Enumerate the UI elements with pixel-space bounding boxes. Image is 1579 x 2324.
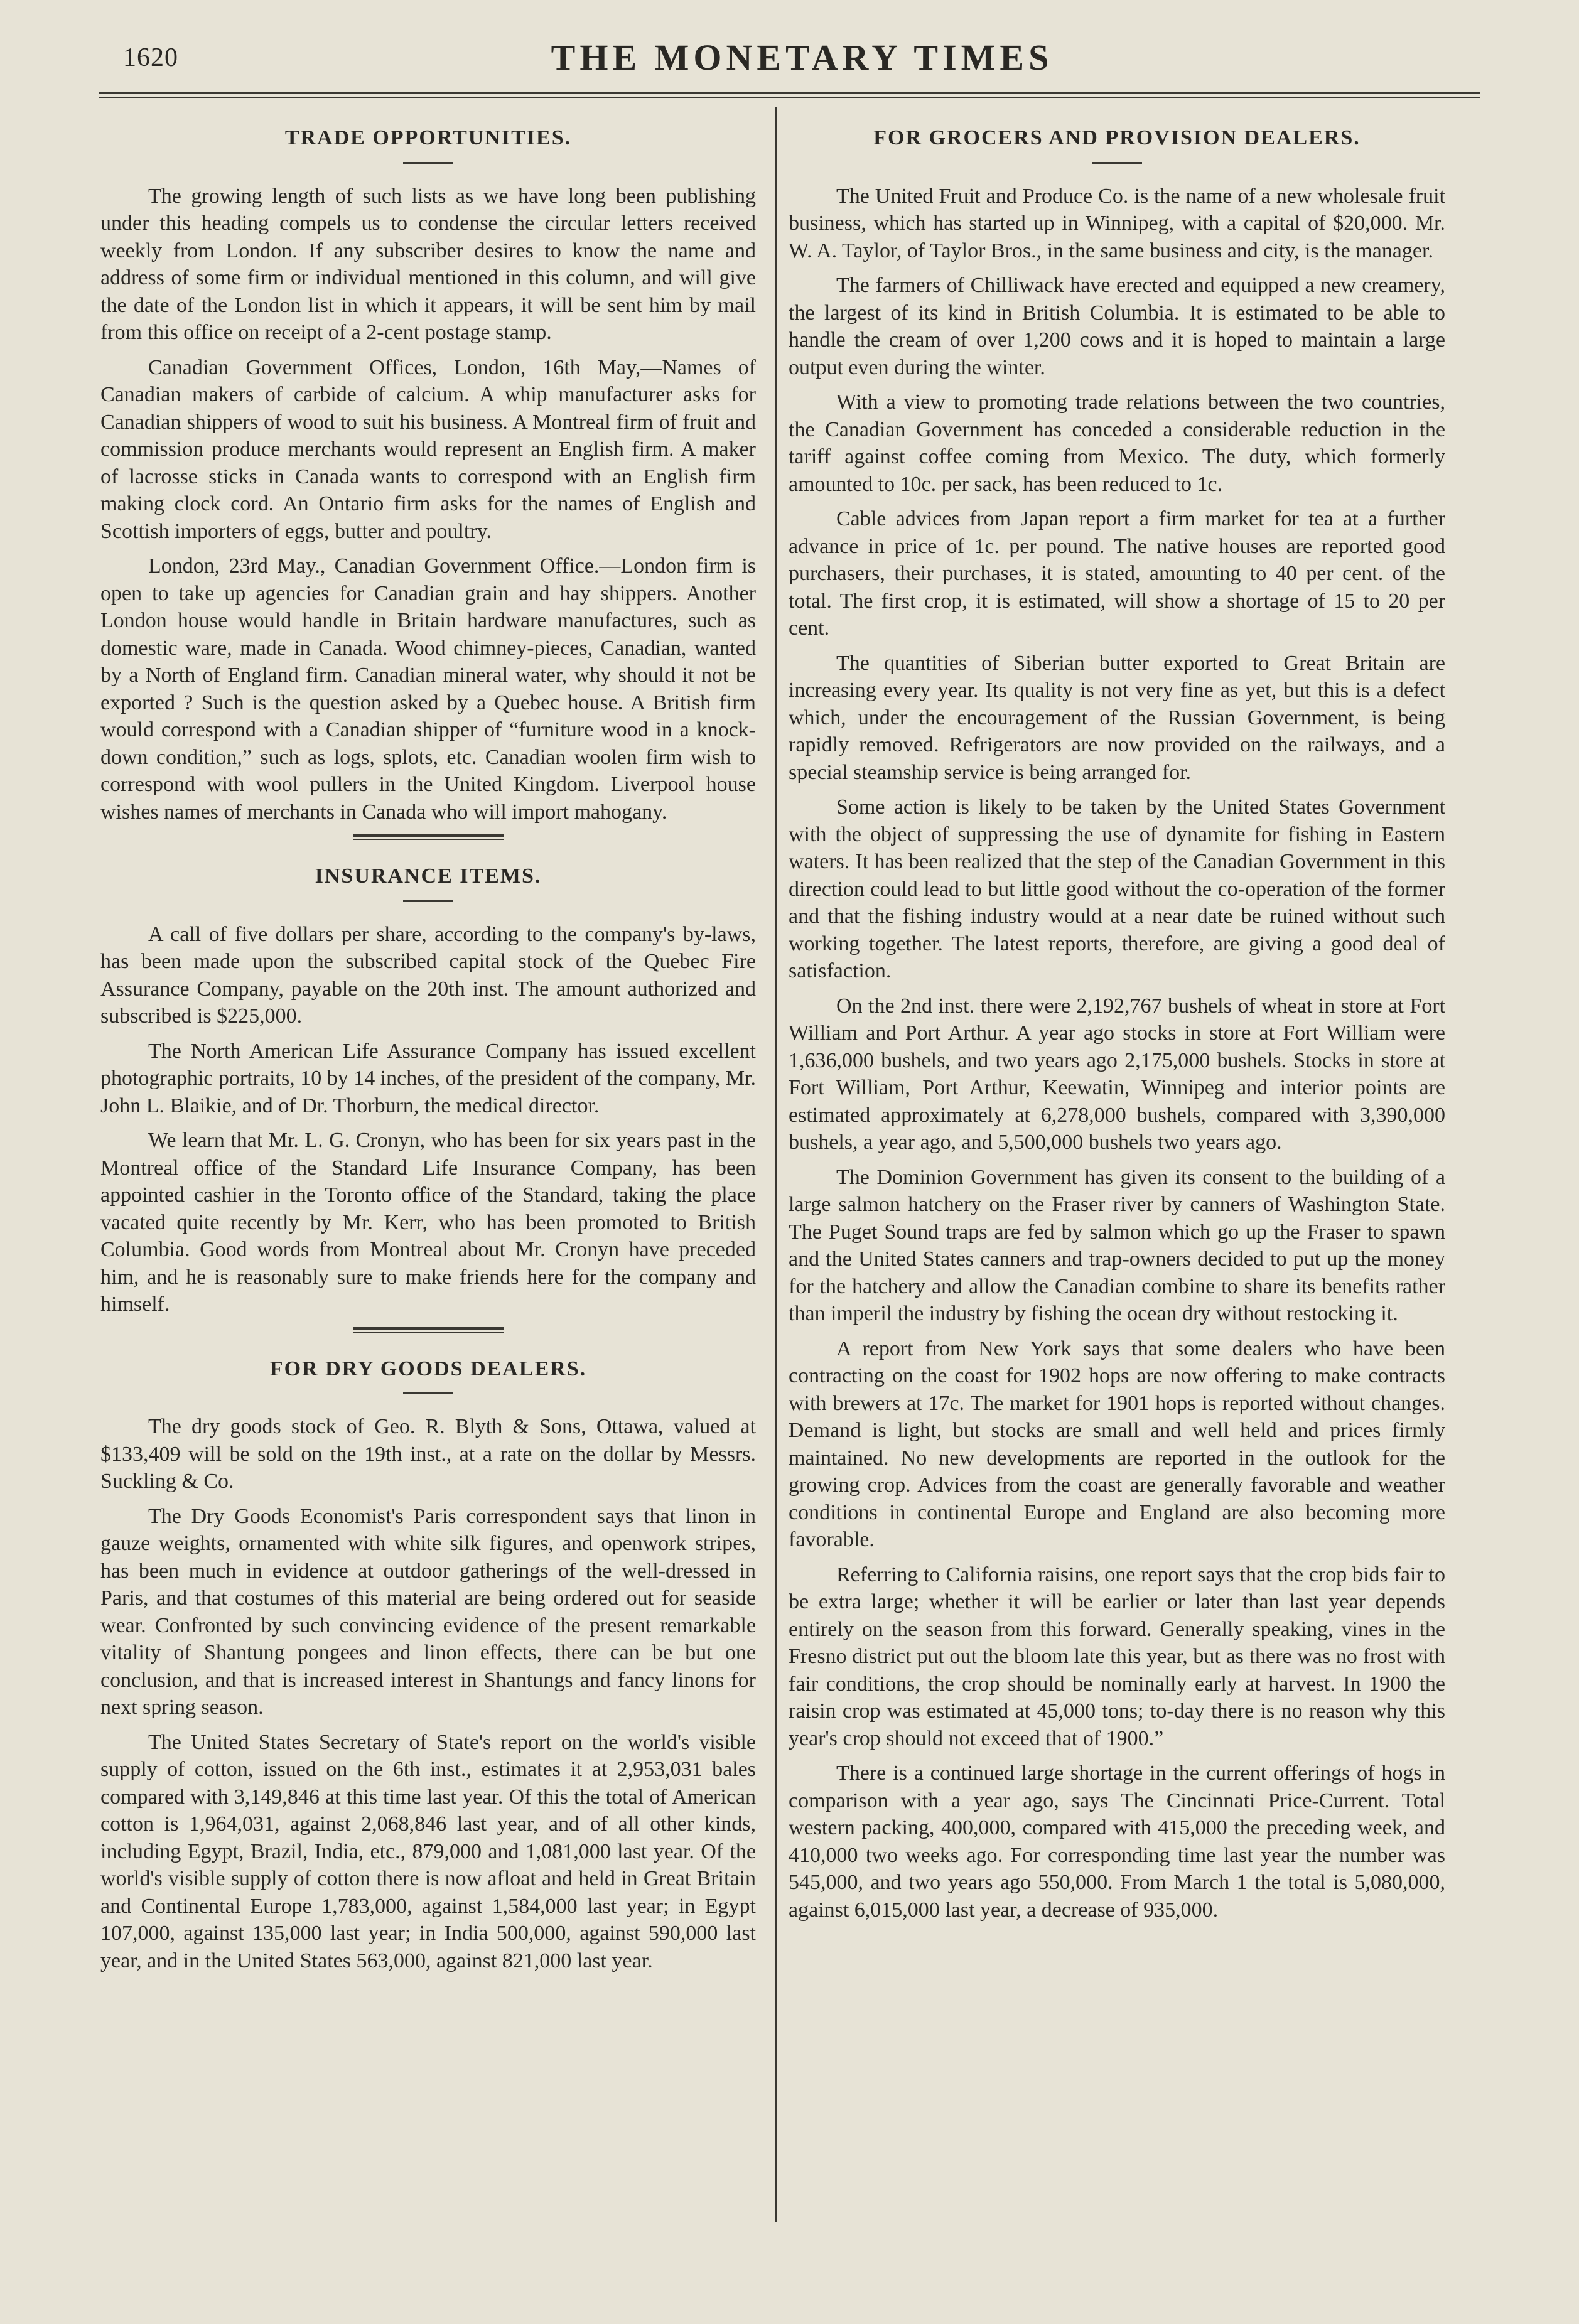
- paragraph: The dry goods stock of Geo. R. Blyth & Sons, Ottawa, valued at $133,409 will be sold on the 19th inst., at a rate on the dollar by Messrs. Suckling & Co.: [100, 1415, 756, 1493]
- paragraph: A report from New York says that some dealers who have been contracting on the coast for 1902 hops are now offering to make contracts with brewers at 17c. The market for 1901 hops is reported without changes. Demand is light, but stocks are small and well held and prices firmly maintained. No new developments are reported in the outlook for the growing crop. Advices from the coast are generally favorable and weather conditions in continental Europe and England are also becoming more favorable.: [789, 1337, 1445, 1551]
- paragraph: With a view to promoting trade relations between the two countries, the Canadian Government has conceded a considerable reduction in the tariff against coffee coming from Mexico. The duty, which formerly amounted to 10c. per sack, has been reduced to 1c.: [789, 390, 1445, 496]
- paragraph: The growing length of such lists as we have long been publishing under this heading compels us to condense the circular letters received weekly from London. If any subscriber desires to know the name and address of some firm or individual mentioned in this column, and will give the date of the London list in which it appears, it will be sent him by mail from this office on receipt of a 2-cent postage stamp.: [100, 184, 756, 344]
- page-number: 1620: [123, 43, 178, 72]
- header-rule: [99, 92, 1480, 98]
- section-title-trade: TRADE OPPORTUNITIES.: [284, 126, 572, 149]
- paragraph: The quantities of Siberian butter exported to Great Britain are increasing every year. Its quality is not very fine as yet, but this is a defect which, under the encouragement of the Russian Government, is being rapidly removed. Refrigerators are now provided on the railways, and a special steamship service is being arranged for.: [789, 651, 1445, 784]
- left-column: [100, 119, 756, 1982]
- column-divider: [775, 107, 777, 2222]
- paragraph: Canadian Government Offices, London, 16th May,—Names of Canadian makers of carbide of calcium. A whip manufacturer asks for Canadian shippers of wood to suit his business. A Montreal firm of fruit and commission produce merchants would represent an English firm. A maker of lacrosse sticks in Canada wants to correspond with an English firm making clock cord. An Ontario firm asks for the names of English and Scottish importers of eggs, butter and poultry.: [100, 355, 756, 543]
- title-rule: [403, 1392, 453, 1394]
- section-title-insurance: INSURANCE ITEMS.: [315, 864, 542, 888]
- paragraph: The Dry Goods Economist's Paris correspondent says that linon in gauze weights, ornamented with white silk figures, and openwork stripes, has been much in evidence at outdoor gatherings of the well-dressed in Paris, and that costumes of this material are being ordered out for seaside wear. Confronted by such convincing evidence of the present remarkable vitality of Shantung pongees and linon effects, there can be but one conclusion, and that is increased interest in Shantungs and fancy linons for next spring season.: [100, 1504, 756, 1719]
- paragraph: There is a continued large shortage in the current offerings of hogs in comparison with a year ago, says The Cincinnati Price-Current. Total western packing, 400,000, compared with 415,000 the preceding week, and 410,000 two weeks ago. For corresponding time last year the number was 545,000, and two years ago 550,000. From March 1 the total is 5,080,000, against 6,015,000 last year, a decrease of 935,000.: [789, 1762, 1445, 1922]
- right-column: [789, 119, 1445, 1931]
- section-title-grocers: FOR GROCERS AND PROVISION DEALERS.: [873, 126, 1361, 149]
- paragraph: A call of five dollars per share, according to the company's by-laws, has been made upon the subscribed capital stock of the Quebec Fire Assurance Company, payable on the 20th inst. The amount authorized and subscribed is $225,000.: [100, 922, 756, 1028]
- masthead: THE MONETARY TIMES: [551, 37, 1054, 78]
- paragraph: On the 2nd inst. there were 2,192,767 bushels of wheat in store at Fort William and Port Arthur. A year ago stocks in store at Fort William were 1,636,000 bushels, and two years ago 2,175,000 bushels. Stocks in store at Fort William, Port Arthur, Keewatin, Winnipeg and interior points are estimated approximately at 6,278,000 bushels, compared with 3,390,000 bushels, a year ago, and 5,500,000 bushels two years ago.: [789, 994, 1445, 1154]
- section-title-dry-goods: FOR DRY GOODS DEALERS.: [269, 1357, 587, 1380]
- paragraph: The United States Secretary of State's report on the world's visible supply of cotton, issued on the 6th inst., estimates it at 2,953,031 bales compared with 3,149,846 at this time last year. Of this the total of American cotton is 1,964,031, against 2,068,846 last year, and of all other kinds, including Egypt, Brazil, India, etc., 879,000 and 1,081,000 last year. Of the world's visible supply of cotton there is now afloat and held in Great Britain and Continental Europe 1,783,000, against 1,584,000 last year; in Egypt 107,000, against 135,000 last year; in India 500,000, against 590,000 last year, and in the United States 563,000, against 821,000 last year.: [100, 1730, 756, 1972]
- paragraph: We learn that Mr. L. G. Cronyn, who has been for six years past in the Montreal office of the Standard Life Insurance Company, has been appointed cashier in the Toronto office of the Standard, taking the place vacated quite recently by Mr. Kerr, who has been promoted to British Columbia. Good words from Montreal about Mr. Cronyn have preceded him, and he is reasonably sure to make friends here for the company and himself.: [100, 1129, 756, 1316]
- paragraph: Referring to California raisins, one report says that the crop bids fair to be extra large; whether it will be earlier or later than last year depends entirely on the season from this forward. Generally speaking, vines in the Fresno district put out the bloom late this year, but as there was no frost with fair conditions, the crop should be nominally early at harvest. In 1900 the raisin crop was estimated at 45,000 tons; to-day there is no reason why this year's crop should not exceed that of 1900.”: [789, 1563, 1445, 1750]
- section-separator: [353, 834, 504, 840]
- title-rule: [403, 900, 453, 902]
- title-rule: [403, 162, 453, 164]
- paragraph: Cable advices from Japan report a firm market for tea at a further advance in price of 1c. per pound. The native houses are reported good purchasers, their purchases, it is stated, amounting to 40 per cent. of the total. The first crop, it is estimated, will show a shortage of 15 to 20 per cent.: [789, 507, 1445, 640]
- paragraph: The farmers of Chilliwack have erected and equipped a new creamery, the largest of its kind in British Columbia. It is estimated to be able to handle the cream of over 1,200 cows and it is hoped to maintain a large output even during the winter.: [789, 274, 1445, 379]
- title-rule: [1092, 162, 1142, 164]
- section-separator: [353, 1327, 504, 1333]
- paragraph: The United Fruit and Produce Co. is the name of a new wholesale fruit business, which has started up in Winnipeg, with a capital of $20,000. Mr. W. A. Taylor, of Taylor Bros., in the same business and city, is the manager.: [789, 184, 1445, 262]
- paragraph: London, 23rd May., Canadian Government Office.—London firm is open to take up agencies for Canadian grain and hay shippers. Another London house would handle in Britain hardware manufactures, such as domestic ware, made in Canada. Wood chimney-pieces, Canadian, wanted by a North of England firm. Canadian mineral water, why should it not be exported ? Such is the question asked by a Quebec house. A British firm would correspond with a Canadian shipper of “furniture wood in a knock-down condition,” such as logs, splots, etc. Canadian woolen firm wish to correspond with wool pullers in the United Kingdom. Liverpool house wishes names of merchants in Canada who will import mahogany.: [100, 554, 756, 824]
- paragraph: Some action is likely to be taken by the United States Government with the object of suppressing the use of dynamite for fishing in Eastern waters. It has been realized that the step of the Canadian Government in this direction could lead to but little good without the co-operation of the former and that the fishing industry would at a near date be ruined without such working together. The latest reports, therefore, are giving a good deal of satisfaction.: [789, 795, 1445, 982]
- paragraph: The Dominion Government has given its consent to the building of a large salmon hatchery on the Fraser river by canners of Washington State. The Puget Sound traps are fed by salmon which go up the Fraser to spawn and the United States canners and trap-owners decided to put up the money for the hatchery and allow the Canadian combine to share its benefits rather than imperil the industry by fishing the ocean dry without restocking it.: [789, 1165, 1445, 1325]
- paragraph: The North American Life Assurance Company has issued excellent photographic portraits, 10 by 14 inches, of the president of the company, Mr. John L. Blaikie, and of Dr. Thorburn, the medical director.: [100, 1039, 757, 1117]
